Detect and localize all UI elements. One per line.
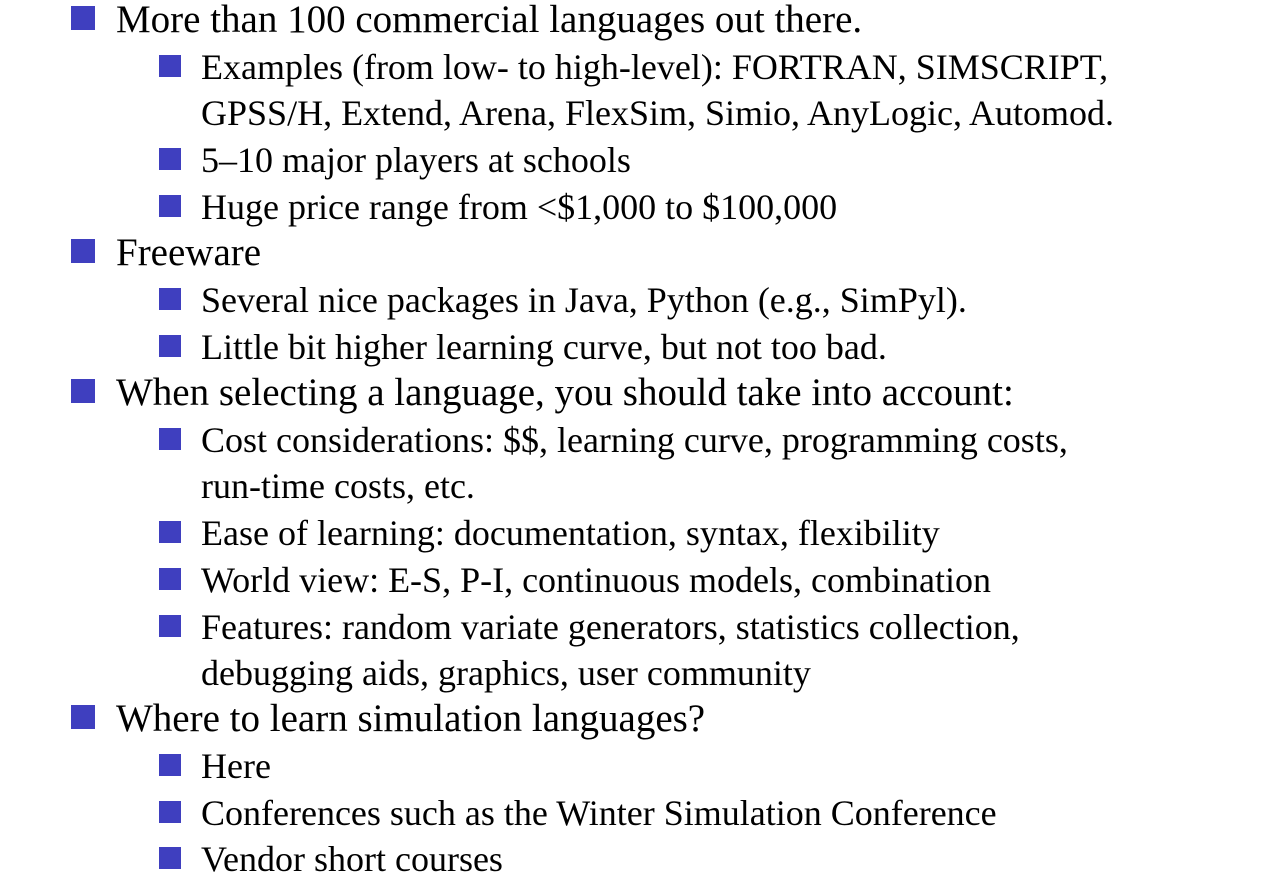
square-bullet-icon bbox=[159, 55, 181, 77]
bullet-text: When selecting a language, you should take into account: bbox=[116, 371, 1014, 414]
sub-bullet-item-packages bbox=[201, 277, 967, 323]
bullet-text: Here bbox=[201, 746, 271, 786]
bullet-item-where-to-learn bbox=[116, 696, 705, 742]
bullet-text-line-1: Examples (from low- to high-level): FORTRAN, SIMSCRIPT, bbox=[201, 47, 1109, 87]
bullet-text: Where to learn simulation languages? bbox=[116, 697, 706, 740]
bullet-text: Conferences such as the Winter Simulation Conference bbox=[201, 793, 997, 833]
bullet-text: Little bit higher learning curve, but not too bad. bbox=[201, 327, 887, 367]
square-bullet-icon bbox=[71, 239, 95, 263]
bullet-text: More than 100 commercial languages out there. bbox=[116, 0, 863, 41]
sub-bullet-item-here bbox=[201, 743, 271, 789]
sub-bullet-item-ease-of-learning bbox=[201, 510, 940, 556]
sub-bullet-item-examples bbox=[201, 44, 1114, 136]
bullet-item-commercial-languages bbox=[116, 0, 862, 43]
sub-bullet-item-vendor-courses bbox=[201, 836, 503, 882]
square-bullet-icon bbox=[159, 335, 181, 357]
bullet-item-freeware bbox=[116, 230, 261, 276]
bullet-text-line-2: GPSS/H, Extend, Arena, FlexSim, Simio, AnyLogic, Automod. bbox=[201, 93, 1115, 133]
square-bullet-icon bbox=[71, 379, 95, 403]
square-bullet-icon bbox=[159, 521, 181, 543]
square-bullet-icon bbox=[159, 428, 181, 450]
bullet-text: Vendor short courses bbox=[201, 839, 503, 879]
bullet-text: Ease of learning: documentation, syntax, flexibility bbox=[201, 513, 940, 553]
bullet-text: 5–10 major players at schools bbox=[201, 140, 631, 180]
bullet-text-line-1: Cost considerations: $$, learning curve, programming costs, bbox=[201, 420, 1068, 460]
bullet-text: World view: E-S, P-I, continuous models, combination bbox=[201, 560, 992, 600]
bullet-text: Freeware bbox=[116, 231, 262, 274]
square-bullet-icon bbox=[159, 615, 181, 637]
bullet-item-selecting-language bbox=[116, 370, 1014, 416]
sub-bullet-item-features bbox=[201, 604, 1020, 696]
bullet-text: Several nice packages in Java, Python (e.g., SimPyl). bbox=[201, 280, 967, 320]
sub-bullet-item-learning-curve bbox=[201, 324, 887, 370]
bullet-text: Huge price range from <$1,000 to $100,000 bbox=[201, 187, 838, 227]
square-bullet-icon bbox=[159, 754, 181, 776]
sub-bullet-item-world-view bbox=[201, 557, 991, 603]
square-bullet-icon bbox=[159, 847, 181, 869]
square-bullet-icon bbox=[71, 705, 95, 729]
square-bullet-icon bbox=[159, 288, 181, 310]
sub-bullet-item-conferences bbox=[201, 790, 997, 836]
square-bullet-icon bbox=[159, 568, 181, 590]
square-bullet-icon bbox=[71, 6, 95, 30]
bullet-text-line-2: run-time costs, etc. bbox=[201, 466, 475, 506]
square-bullet-icon bbox=[159, 195, 181, 217]
sub-bullet-item-cost bbox=[201, 417, 1068, 509]
sub-bullet-item-price-range bbox=[201, 184, 837, 230]
bullet-text-line-2: debugging aids, graphics, user community bbox=[201, 653, 811, 693]
square-bullet-icon bbox=[159, 801, 181, 823]
bullet-text-line-1: Features: random variate generators, statistics collection, bbox=[201, 607, 1020, 647]
sub-bullet-item-major-players bbox=[201, 137, 631, 183]
square-bullet-icon bbox=[159, 148, 181, 170]
